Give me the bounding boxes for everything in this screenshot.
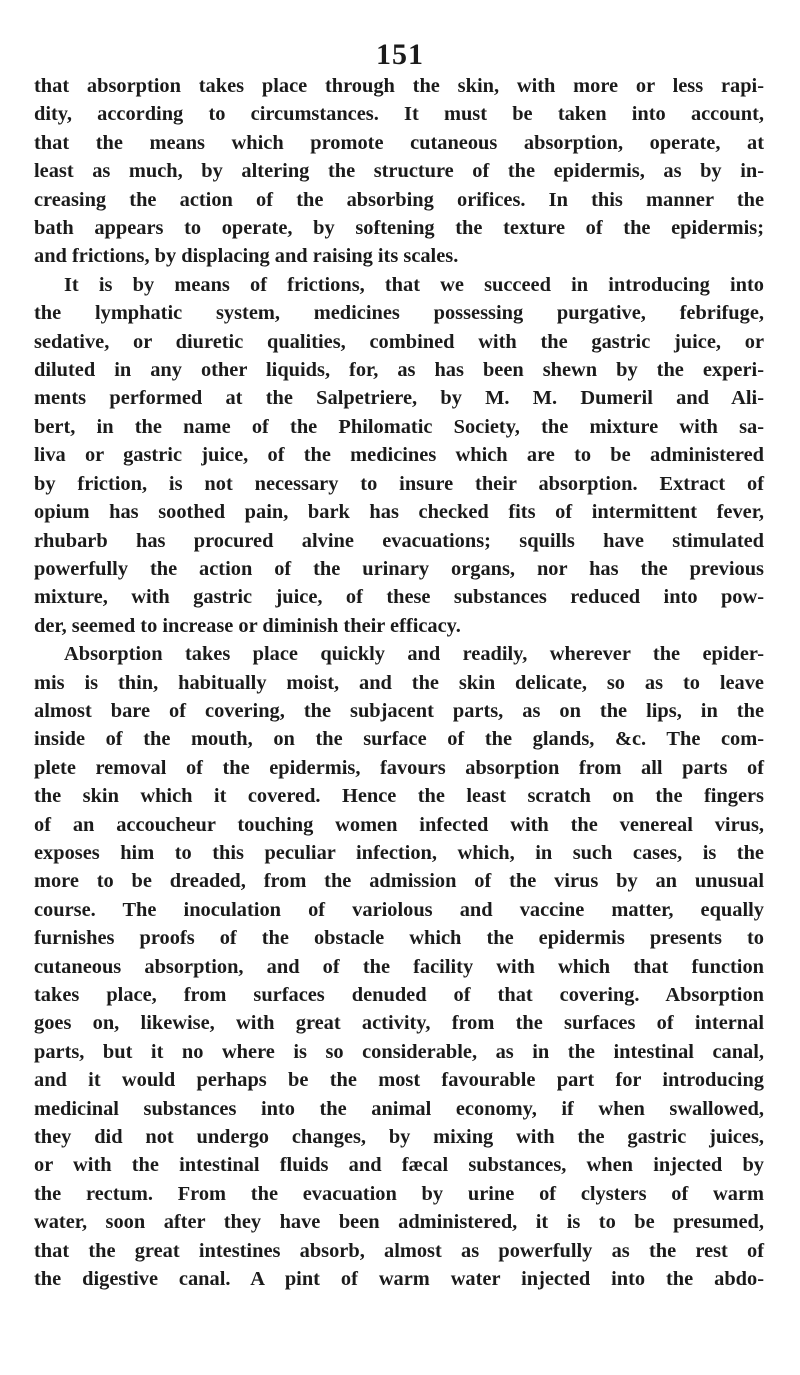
text-line: ments performed at the Salpetriere, by M. M. Dumeril and Ali- — [34, 387, 764, 410]
text-line: they did not undergo changes, by mixing with the gastric juices, — [34, 1126, 764, 1149]
text-line: mixture, with gastric juice, of these substances reduced into pow- — [34, 586, 764, 609]
text-line: opium has soothed pain, bark has checked fits of intermittent fever, — [34, 501, 764, 524]
text-line: goes on, likewise, with great activity, from the surfaces of internal — [34, 1012, 764, 1035]
text-line: least as much, by altering the structure of the epidermis, as by in- — [34, 160, 764, 183]
text-line: that absorption takes place through the skin, with more or less rapi- — [34, 75, 764, 97]
text-line: diluted in any other liquids, for, as has been shewn by the experi- — [34, 359, 764, 382]
text-line: sedative, or diuretic qualities, combined with the gastric juice, or — [34, 330, 764, 353]
text-line: creasing the action of the absorbing orifices. In this manner the — [34, 188, 764, 211]
text-line: bath appears to operate, by softening the texture of the epidermis; — [34, 217, 764, 240]
text-line: inside of the mouth, on the surface of the glands, &c. The com- — [34, 728, 764, 751]
text-line: by friction, is not necessary to insure their absorption. Extract of — [34, 472, 764, 495]
text-line: Absorption takes place quickly and readily, wherever the epider- — [64, 643, 764, 666]
text-line: dity, according to circumstances. It must be taken into account, — [34, 103, 764, 126]
text-line: and frictions, by displacing and raising its scales. — [34, 245, 459, 268]
text-line: almost bare of covering, the subjacent parts, as on the lips, in the — [34, 699, 764, 722]
text-line: rhubarb has procured alvine evacuations; squills have stimulated — [34, 529, 764, 552]
text-line: course. The inoculation of variolous and vaccine matter, equally — [34, 898, 764, 921]
text-line: or with the intestinal fluids and fæcal substances, when injected by — [34, 1154, 764, 1177]
text-line: more to be dreaded, from the admission of the virus by an unusual — [34, 870, 764, 893]
text-line: parts, but it no where is so considerable, as in the intestinal canal, — [34, 1040, 764, 1063]
text-line: that the great intestines absorb, almost as powerfully as the rest of — [34, 1239, 764, 1262]
text-line: water, soon after they have been administered, it is to be presumed, — [34, 1211, 764, 1234]
text-line: mis is thin, habitually moist, and the skin delicate, so as to leave — [34, 671, 764, 694]
text-line: medicinal substances into the animal economy, if when swallowed, — [34, 1097, 764, 1120]
text-line: cutaneous absorption, and of the facility with which that function — [34, 955, 764, 978]
text-line: plete removal of the epidermis, favours absorption from all parts of — [34, 756, 764, 779]
text-line: exposes him to this peculiar infection, which, in such cases, is the — [34, 841, 764, 864]
text-line: that the means which promote cutaneous absorption, operate, at — [34, 131, 764, 154]
page-number: 151 — [376, 38, 424, 71]
text-line: powerfully the action of the urinary organs, nor has the previous — [34, 557, 764, 580]
text-line: the digestive canal. A pint of warm water injected into the abdo- — [34, 1268, 764, 1291]
text-line: the rectum. From the evacuation by urine of clysters of warm — [34, 1182, 764, 1205]
body-text — [34, 72, 764, 1293]
text-line: takes place, from surfaces denuded of that covering. Absorption — [34, 984, 764, 1006]
text-line: bert, in the name of the Philomatic Society, the mixture with sa- — [34, 415, 764, 438]
text-line: It is by means of frictions, that we succeed in introducing into — [64, 273, 764, 296]
text-line: liva or gastric juice, of the medicines which are to be administered — [34, 444, 764, 467]
text-line: the skin which it covered. Hence the least scratch on the fingers — [34, 785, 764, 808]
text-line: and it would perhaps be the most favourable part for introducing — [34, 1069, 764, 1092]
text-line: of an accoucheur touching women infected with the venereal virus, — [34, 813, 764, 836]
text-line: der, seemed to increase or diminish their efficacy. — [34, 614, 461, 637]
text-line: the lymphatic system, medicines possessing purgative, febrifuge, — [34, 302, 764, 325]
text-line: furnishes proofs of the obstacle which the epidermis presents to — [34, 927, 764, 950]
